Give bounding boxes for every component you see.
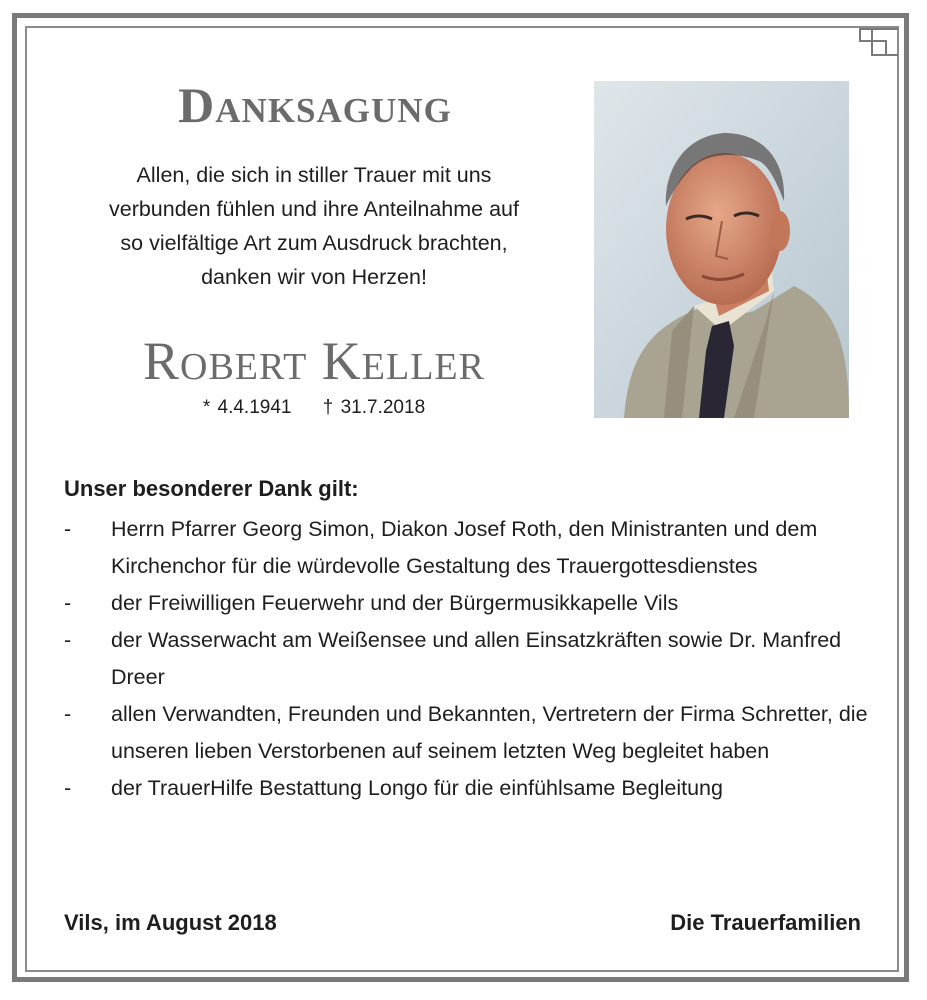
thanks-heading: Unser besonderer Dank gilt: [64, 476, 359, 501]
list-item [64, 696, 874, 770]
list-item [64, 511, 874, 585]
list-item [64, 622, 874, 696]
corner-ornament-icon [858, 27, 898, 67]
list-item-text: der TrauerHilfe Bestattung Longo für die einfühlsame Begleitung [111, 776, 723, 800]
intro-line: so vielfältige Art zum Ausdruck brachten, [120, 231, 508, 255]
list-item-text: der Freiwilligen Feuerwehr und der Bürgermusikkapelle Vils [111, 591, 679, 615]
signature: Die Trauerfamilien [670, 910, 861, 935]
intro-line: danken wir von Herzen! [201, 265, 427, 289]
dash-bullet: - [64, 517, 72, 541]
list-item-text: der Wasserwacht am Weißensee und allen Einsatzkräften sowie Dr. Manfred Dreer [111, 628, 842, 689]
dash-bullet: - [64, 702, 72, 726]
intro-line: verbunden fühlen und ihre Anteilnahme auf [108, 197, 519, 221]
birth-date: * 4.4.1941 [202, 397, 292, 418]
page-title: Danksagung [178, 77, 452, 133]
deceased-name: Robert Keller [143, 331, 485, 391]
list-item [64, 585, 874, 622]
dash-bullet: - [64, 591, 72, 615]
portrait-photo [594, 81, 849, 418]
dash-bullet: - [64, 628, 72, 652]
list-item-text: Herrn Pfarrer Georg Simon, Diakon Josef Roth, den Ministranten und dem Kirchenchor für die würdevolle Gestaltung des Trauergottesdienstes [111, 517, 818, 578]
intro-line: Allen, die sich in stiller Trauer mit uns [136, 163, 492, 187]
list-item [64, 770, 874, 807]
death-date: † 31.7.2018 [322, 397, 426, 418]
thanks-list [64, 511, 874, 807]
intro-text [58, 158, 570, 294]
life-dates [58, 397, 570, 419]
dash-bullet: - [64, 776, 72, 800]
place-date: Vils, im August 2018 [64, 910, 277, 935]
list-item-text: allen Verwandten, Freunden und Bekannten, Vertretern der Firma Schretter, die unseren lieben Verstorbenen auf seinem letzten Weg begleitet haben [111, 702, 868, 763]
